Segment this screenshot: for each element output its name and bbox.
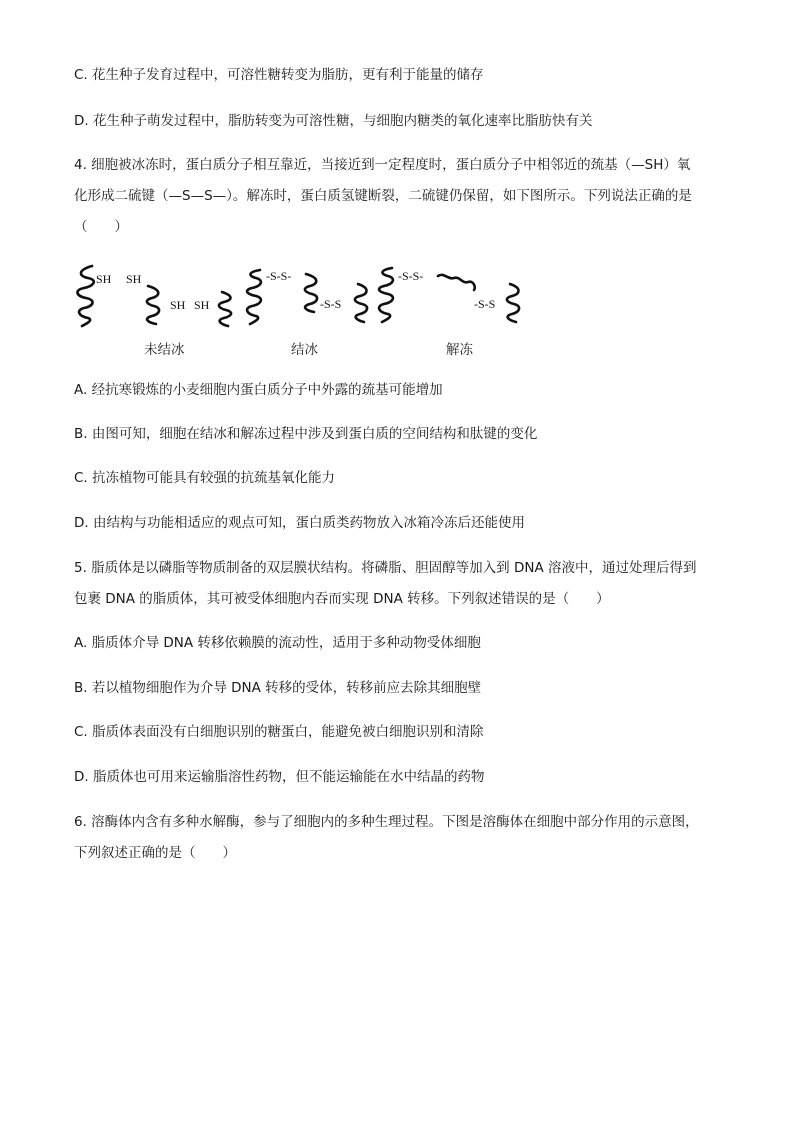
q4-stem-line3: （ ）: [74, 219, 128, 235]
q5-option-b: B. 若以植物细胞作为介导 DNA 转移的受体，转移前应去除其细胞壁: [74, 680, 482, 696]
sulfhydryl-label: SH: [96, 272, 112, 286]
disulfide-label: -S-S-: [266, 269, 292, 283]
protein-chain: [355, 284, 367, 322]
caption-unfrozen: 未结冰: [144, 342, 185, 358]
sulfhydryl-label: SH: [126, 272, 142, 286]
q4-option-d: D. 由结构与功能相适应的观点可知，蛋白质类药物放入冰箱冷冻后还能使用: [74, 515, 525, 531]
q5-stem-line1: 5. 脂质体是以磷脂等物质制备的双层膜状结构。将磷脂、胆固醇等加入到 DNA 溶液中，通过处理后得到: [74, 560, 697, 576]
protein-chain: [77, 266, 93, 326]
protein-chains-diagram: [70, 258, 540, 338]
disulfide-label: -S-S: [320, 297, 342, 311]
q4-option-b: B. 由图可知，细胞在结冰和解冻过程中涉及到蛋白质的空间结构和肽键的变化: [74, 426, 538, 442]
q5-option-d: D. 脂质体也可用来运输脂溶性药物，但不能运输能在水中结晶的药物: [74, 769, 485, 785]
q3-option-d: D. 花生种子萌发过程中，脂肪转变为可溶性糖，与细胞内糖类的氧化速率比脂肪快有关: [74, 113, 593, 129]
q4-option-c: C. 抗冻植物可能具有较强的抗巯基氧化能力: [74, 470, 336, 486]
protein-chain: [438, 275, 475, 290]
disulfide-label: -S-S: [474, 297, 496, 311]
protein-chain: [247, 270, 261, 324]
caption-thawed: 解冻: [446, 342, 473, 358]
q6-stem-line2: 下列叙述正确的是（ ）: [74, 845, 236, 861]
q4-stem-line1: 4. 细胞被冰冻时，蛋白质分子相互靠近，当接近到一定程度时，蛋白质分子中相邻近的巯基（—SH）氧: [74, 157, 691, 173]
protein-chain: [305, 274, 317, 312]
protein-chain: [507, 284, 519, 322]
sulfhydryl-label: SH: [170, 298, 186, 312]
q4-stem-line2: 化形成二硫键（—S—S—）。解冻时，蛋白质氢键断裂，二硫键仍保留，如下图所示。下列说法正确的是: [74, 188, 692, 204]
q5-option-a: A. 脂质体介导 DNA 转移依赖膜的流动性，适用于多种动物受体细胞: [74, 635, 481, 651]
q6-stem-line1: 6. 溶酶体内含有多种水解酶，参与了细胞内的多种生理过程。下图是溶酶体在细胞中部分作用的示意图，: [74, 814, 699, 830]
protein-disulfide-figure: [70, 258, 540, 358]
protein-chain: [219, 292, 231, 326]
caption-frozen: 结冰: [291, 342, 318, 358]
q5-stem-line2: 包裹 DNA 的脂质体，其可被受体细胞内吞而实现 DNA 转移。下列叙述错误的是（ ）: [74, 591, 610, 607]
disulfide-label: -S-S-: [398, 269, 424, 283]
q4-option-a: A. 经抗寒锻炼的小麦细胞内蛋白质分子中外露的巯基可能增加: [74, 382, 443, 398]
protein-chain: [379, 268, 393, 322]
sulfhydryl-label: SH: [194, 298, 210, 312]
protein-chain: [147, 286, 159, 324]
q5-option-c: C. 脂质体表面没有白细胞识别的糖蛋白，能避免被白细胞识别和清除: [74, 724, 484, 740]
q3-option-c: C. 花生种子发育过程中，可溶性糖转变为脂肪，更有利于能量的储存: [74, 67, 484, 83]
